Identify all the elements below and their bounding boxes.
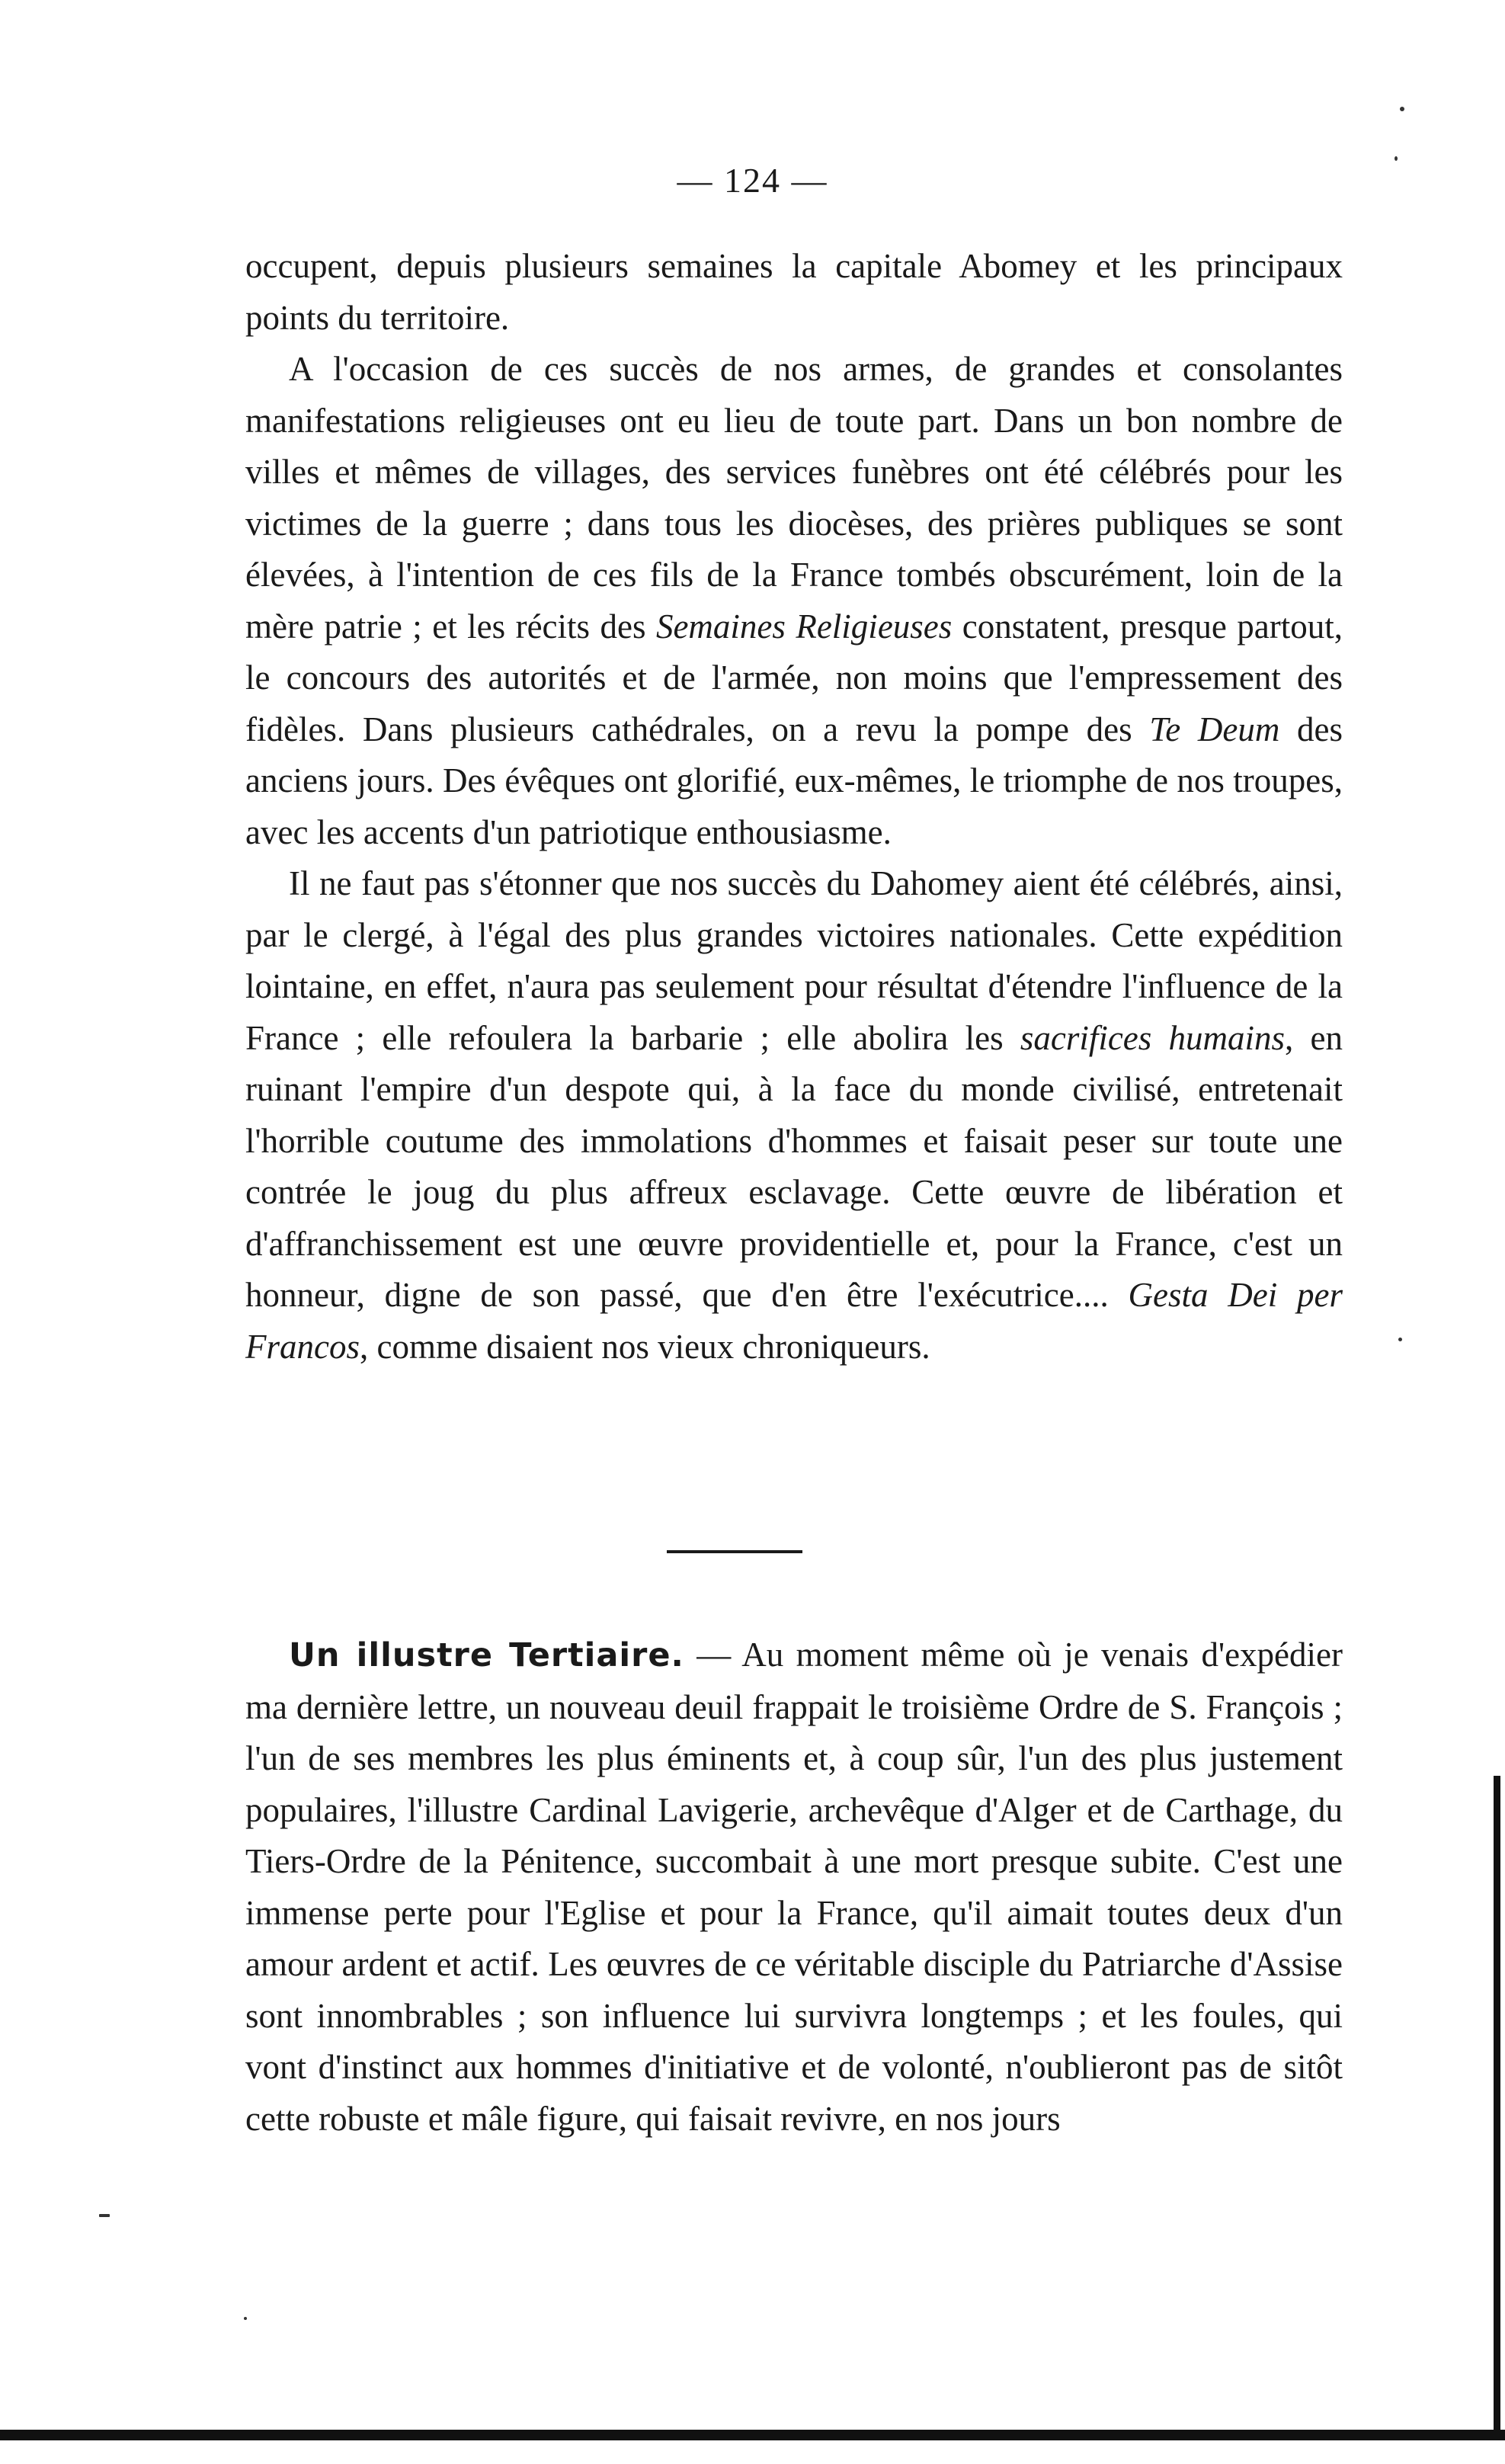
paragraph-3-run: Il ne faut pas s'étonner que nos succès du Dahomey aient été célébrés, ainsi, par le clergé, à l'égal des plus grandes victoires nationales. Cette expédition lointaine, en effet, n'aura pas seulement pour résultat d'étendre l'influence de la France ; elle refoulera la barbarie ; elle abolira les (245, 864, 1343, 1057)
italic-sacrifices-humains: sacrifices humains (1020, 1018, 1286, 1057)
section-text: — Au moment même où je venais d'expédier ma dernière lettre, un nouveau deuil frappait le troisième Ordre de S. François ; l'un de ses membres les plus éminents et, à coup sûr, l'un des plus justement populaires, l'illustre Cardinal Lavigerie, archevêque d'Alger et de Carthage, du Tiers-Ordre de la Pénitence, succombait à une mort presque subite. C'est une immense perte pour l'Eglise et pour la France, qu'il aimait toutes deux d'un amour ardent et actif. Les œuvres de ce véritable disciple du Patriarche d'Assise sont innombrables ; son influence lui survivra longtemps ; et les foules, qui vont d'instinct aux hommes d'initiative et de volonté, n'oublieront pas de sitôt cette robuste et mâle figure, qui faisait revivre, en nos jours (245, 1636, 1343, 2138)
scan-edge-right (1494, 1776, 1500, 2439)
section-divider (667, 1550, 802, 1553)
scan-edge-bottom (0, 2430, 1505, 2440)
scan-speck (1395, 156, 1398, 161)
paragraph-3-run: , comme disaient nos vieux chroniqueurs. (360, 1327, 930, 1366)
paragraph-2-run: A l'occasion de ces succès de nos armes, de grandes et consolantes manifestations religieuses ont eu lieu de toute part. Dans un bon nombre de villes et mêmes de villages, des services funèbres ont été célébrés pour les victimes de la guerre ; dans tous les diocèses, des prières publiques se sont élevées, à l'intention de ces fils de la France tombés obscurément, loin de la mère patrie ; et les récits des (245, 350, 1343, 646)
paragraph-2-run: constatent, presque partout, le concours des autorités et de l'armée, non moins que l'empressement des fidèles. Dans plusieurs cathédrales, on a revu la pompe des (245, 607, 1343, 748)
section-title: Un illustre Tertiaire. (289, 1636, 684, 1674)
paragraph-3-run: , en ruinant l'empire d'un despote qui, à la face du monde civilisé, entretenait l'horrible coutume des immolations d'hommes et faisait peser sur toute une contrée le joug du plus affreux esclavage. Cette œuvre de libération et d'affranchissement est une œuvre providentielle et, pour la France, c'est un honneur, digne de son passé, que d'en être l'exécutrice.... (245, 1018, 1343, 1314)
scan-speck (244, 2317, 247, 2320)
scan-speck (99, 2214, 110, 2217)
scan-speck (1398, 1338, 1402, 1341)
paragraph-3 (245, 858, 1343, 1373)
italic-te-deum: Te Deum (1149, 710, 1280, 748)
paragraph-2-run: des anciens jours. Des évêques ont glorifié, eux-mêmes, le triomphe de nos troupes, avec les accents d'un patriotique enthousiasme. (245, 710, 1343, 851)
paragraph-2 (245, 344, 1343, 858)
italic-semaines-religieuses: Semaines Religieuses (655, 607, 953, 646)
text-block-top (245, 241, 1343, 1373)
page-number: — 124 — (677, 161, 828, 200)
text-block-bottom (245, 1629, 1343, 2145)
paragraph-4 (245, 1629, 1343, 2145)
paragraph-1-text: occupent, depuis plusieurs semaines la capitale Abomey et les principaux points du territoire. (245, 247, 1343, 337)
italic-gesta-dei: Gesta Dei per Francos (245, 1276, 1343, 1366)
paragraph-1 (245, 241, 1343, 344)
scan-speck (1400, 107, 1404, 111)
